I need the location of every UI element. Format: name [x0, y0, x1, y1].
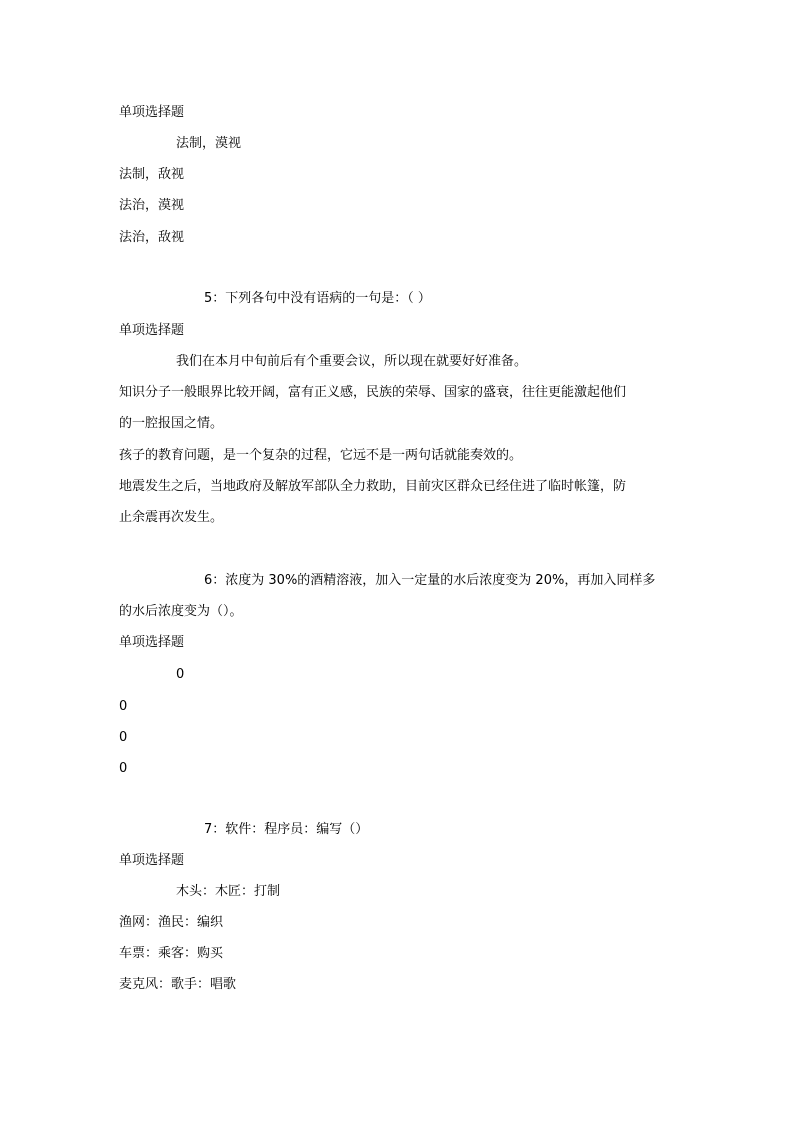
option-b-line-2: 的一腔报国之情。 [119, 416, 224, 431]
option-c: 孩子的教育问题，是一个复杂的过程，它远不是一两句话就能奏效的。 [119, 448, 523, 463]
option-a: 木头：木匠：打制 [176, 884, 281, 899]
question-type-label: 单项选择题 [119, 105, 185, 120]
option-d: 0 [119, 761, 128, 776]
question-stem: 5：下列各句中没有语病的一句是：（ ） [204, 291, 431, 306]
option-d-line-1: 地震发生之后，当地政府及解放军部队全力救助，目前灾区群众已经住进了临时帐篷，防 [119, 479, 627, 494]
question-type-label: 单项选择题 [119, 323, 185, 338]
question-type-label: 单项选择题 [119, 635, 185, 650]
option-d: 麦克风：歌手：唱歌 [119, 977, 237, 992]
option-d: 法治，敌视 [119, 230, 185, 245]
question-stem: 7：软件：程序员：编写（） [204, 822, 369, 837]
option-a: 0 [176, 667, 185, 682]
question-stem-line-2: 的水后浓度变为（）。 [119, 604, 243, 619]
question-stem-line-1: 6：浓度为 30%的酒精溶液，加入一定量的水后浓度变为 20%，再加入同样多 [204, 573, 656, 588]
option-a: 法制，漠视 [176, 136, 242, 151]
option-d-line-2: 止余震再次发生。 [119, 510, 224, 525]
option-c: 0 [119, 730, 128, 745]
option-b: 0 [119, 699, 128, 714]
option-b-line-1: 知识分子一般眼界比较开阔，富有正义感，民族的荣辱、国家的盛衰，往往更能激起他们 [119, 385, 627, 400]
option-b: 法制，敌视 [119, 167, 185, 182]
option-a: 我们在本月中旬前后有个重要会议，所以现在就要好好准备。 [176, 354, 528, 369]
option-c: 车票：乘客：购买 [119, 946, 224, 961]
question-type-label: 单项选择题 [119, 853, 185, 868]
option-c: 法治，漠视 [119, 198, 185, 213]
option-b: 渔网：渔民：编织 [119, 915, 224, 930]
